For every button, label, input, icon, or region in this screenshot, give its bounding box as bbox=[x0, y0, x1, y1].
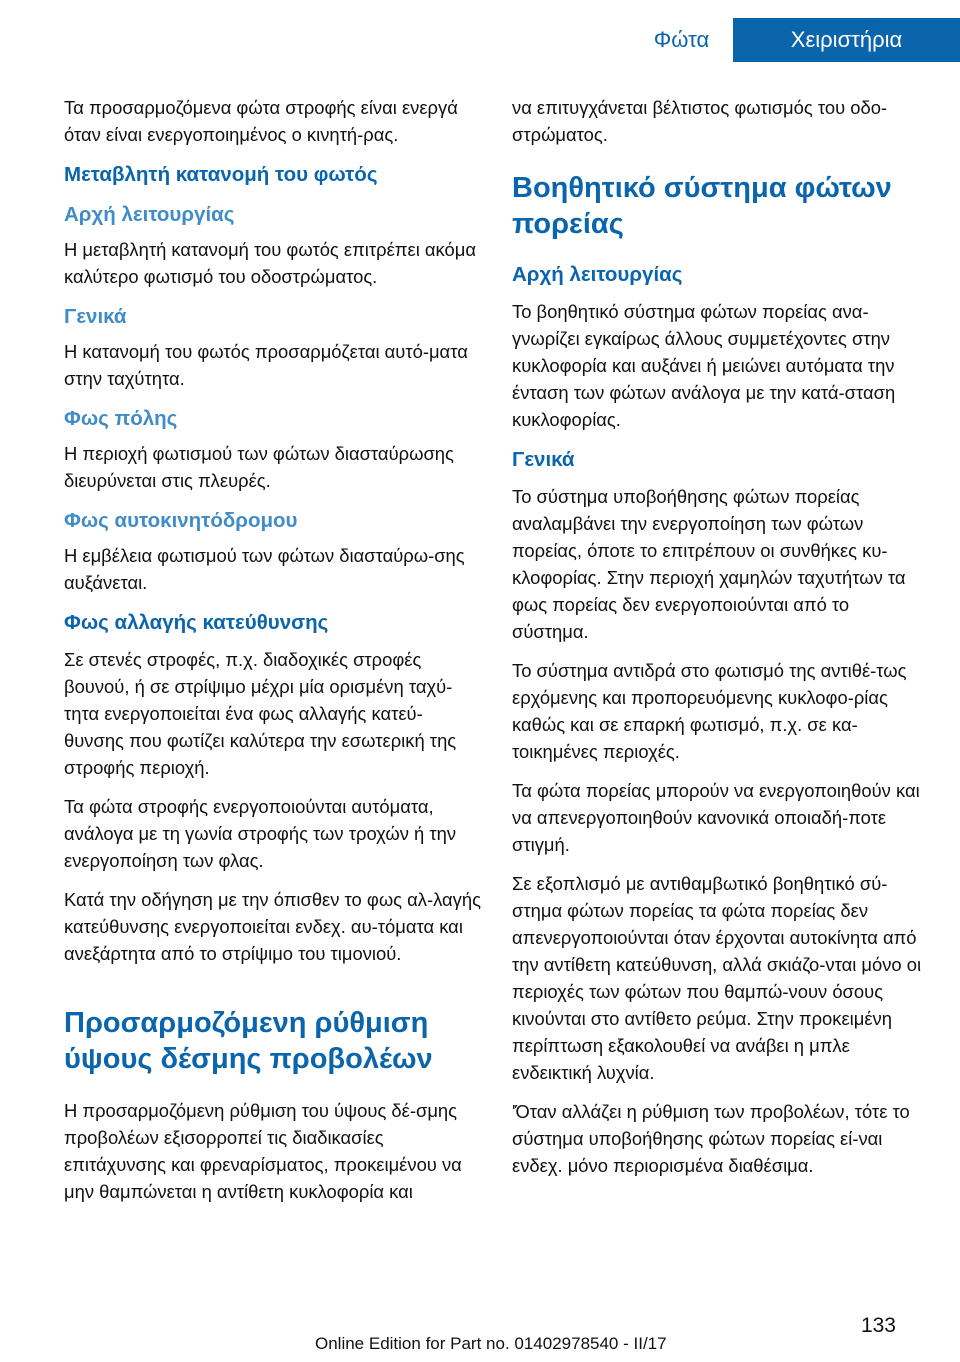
header-tabs bbox=[630, 18, 960, 62]
right-column bbox=[512, 94, 930, 1191]
general-paragraph: Η κατανομή του φωτός προσαρμόζεται αυτό-ματα στην ταχύτητα. bbox=[64, 341, 468, 389]
tab-lights: Φώτα bbox=[630, 18, 733, 62]
general-paragraph-2: Το σύστημα αντιδρά στο φωτισμό της αντιθέ-τως ερχόμενης και προπορευόμενης κυκλοφο-ρίας καθώς και σε επαρκή φωτισμό, π.χ. σε κα-τοικημένες περιοχές. bbox=[512, 660, 907, 762]
turning-light-paragraph-2: Τα φώτα στροφής ενεργοποιούνται αυτόματα, ανάλογα με τη γωνία στροφής των τροχών ή την ενεργοποίηση των φλας. bbox=[64, 796, 457, 871]
heading-general-right: Γενικά bbox=[512, 448, 575, 471]
heading-high-beam-assistant: Βοηθητικό σύστημα φώτων πορείας bbox=[512, 172, 892, 240]
turning-light-paragraph-1: Σε στενές στροφές, π.χ. διαδοχικές στροφές βουνού, ή σε στρίψιμο μέχρι μία ορισμένη ταχύ-τητα ενεργοποιείται ένα φως αλλαγής κατεύ-θυνσης που φωτίζει καλύτερα την εσωτερική της στροφής περιοχή. bbox=[64, 649, 457, 778]
page-number: 133 bbox=[860, 1314, 896, 1337]
continued-paragraph: να επιτυγχάνεται βέλτιστος φωτισμός του οδο-στρώματος. bbox=[512, 97, 888, 145]
principle-paragraph: Η μεταβλητή κατανομή του φωτός επιτρέπει ακόμα καλύτερο φωτισμό του οδοστρώματος. bbox=[64, 239, 476, 287]
principle-paragraph-right: Το βοηθητικό σύστημα φώτων πορείας ανα-γνωρίζει εγκαίρως άλλους συμμετέχοντες στην κυκλοφορία και αυξάνει ή μειώνει αυτόματα την ένταση των φώτων ανάλογα με την κατά-σταση κυκλοφορίας. bbox=[512, 301, 896, 430]
heading-general: Γενικά bbox=[64, 305, 127, 328]
heading-highway-light: Φως αυτοκινητόδρομου bbox=[64, 509, 298, 532]
adaptive-headlight-paragraph: Η προσαρμοζόμενη ρύθμιση του ύψους δέ-σμης προβολέων εξισορροπεί τις διαδικασίες επιτάχυνσης και φρεναρίσματος, προκειμένου να μην θαμπώνεται η αντίθετη κυκλοφορία και bbox=[64, 1100, 462, 1202]
edition-footer: Online Edition for Part no. 01402978540 - II/17 bbox=[315, 1334, 667, 1353]
heading-principle-right: Αρχή λειτουργίας bbox=[512, 263, 683, 286]
turning-light-paragraph-3: Κατά την οδήγηση με την όπισθεν το φως αλ-λαγής κατεύθυνσης ενεργοποιείται ενδεχ. αυ-τόματα και ανεξάρτητα από το στρίψιμο του τιμονιού. bbox=[64, 889, 481, 964]
general-paragraph-5: 'Όταν αλλάζει η ρύθμιση των προβολέων, τότε το σύστημα υποβοήθησης φώτων πορείας εί-ναι ενδεχ. μόνο περιορισμένα διαθέσιμα. bbox=[512, 1101, 910, 1176]
general-paragraph-3: Τα φώτα πορείας μπορούν να ενεργοποιηθούν και να απενεργοποιηθούν κανονικά οποιαδή-ποτε στιγμή. bbox=[512, 780, 920, 855]
tab-controls: Χειριστήρια bbox=[733, 18, 960, 62]
intro-paragraph: Τα προσαρμοζόμενα φώτα στροφής είναι ενεργά όταν είναι ενεργοποιημένος ο κινητή-ρας. bbox=[64, 97, 458, 145]
general-paragraph-1: Το σύστημα υποβοήθησης φώτων πορείας αναλαμβάνει την ενεργοποίηση των φώτων πορείας, όποτε το επιτρέπουν οι συνθήκες κυ-κλοφορίας. Στην περιοχή χαμηλών ταχυτήτων τα φως πορείας δεν ενεργοποιούνται από το σύστημα. bbox=[512, 486, 906, 642]
heading-turning-light: Φως αλλαγής κατεύθυνσης bbox=[64, 611, 329, 634]
heading-city-light: Φως πόλης bbox=[64, 407, 178, 430]
general-paragraph-4: Σε εξοπλισμό με αντιθαμβωτικό βοηθητικό σύ-στημα φώτων πορείας τα φώτα πορείας δεν απενεργοποιούνται όταν έρχονται αυτοκίνητα από την αντίθετη κατεύθυνση, αλλά σκιάζο-νται μόνο οι περιοχές των φώτων που θαμπώ-νουν όσους κινούνται στο αντίθετο ρεύμα. Στην προκειμένη περίπτωση εξακολουθεί να ανάβει η μπλε ενδεικτική λυχνία. bbox=[512, 873, 922, 1083]
left-column bbox=[64, 94, 482, 1217]
heading-variable-light: Μεταβλητή κατανομή του φωτός bbox=[64, 163, 378, 186]
highway-light-paragraph: Η εμβέλεια φωτισμού των φώτων διασταύρω-σης αυξάνεται. bbox=[64, 545, 465, 593]
heading-principle: Αρχή λειτουργίας bbox=[64, 203, 235, 226]
city-light-paragraph: Η περιοχή φωτισμού των φώτων διασταύρωσης διευρύνεται στις πλευρές. bbox=[64, 443, 454, 491]
heading-adaptive-headlight-range: Προσαρμοζόμενη ρύθμιση ύψους δέσμης προβολέων bbox=[64, 1007, 433, 1075]
